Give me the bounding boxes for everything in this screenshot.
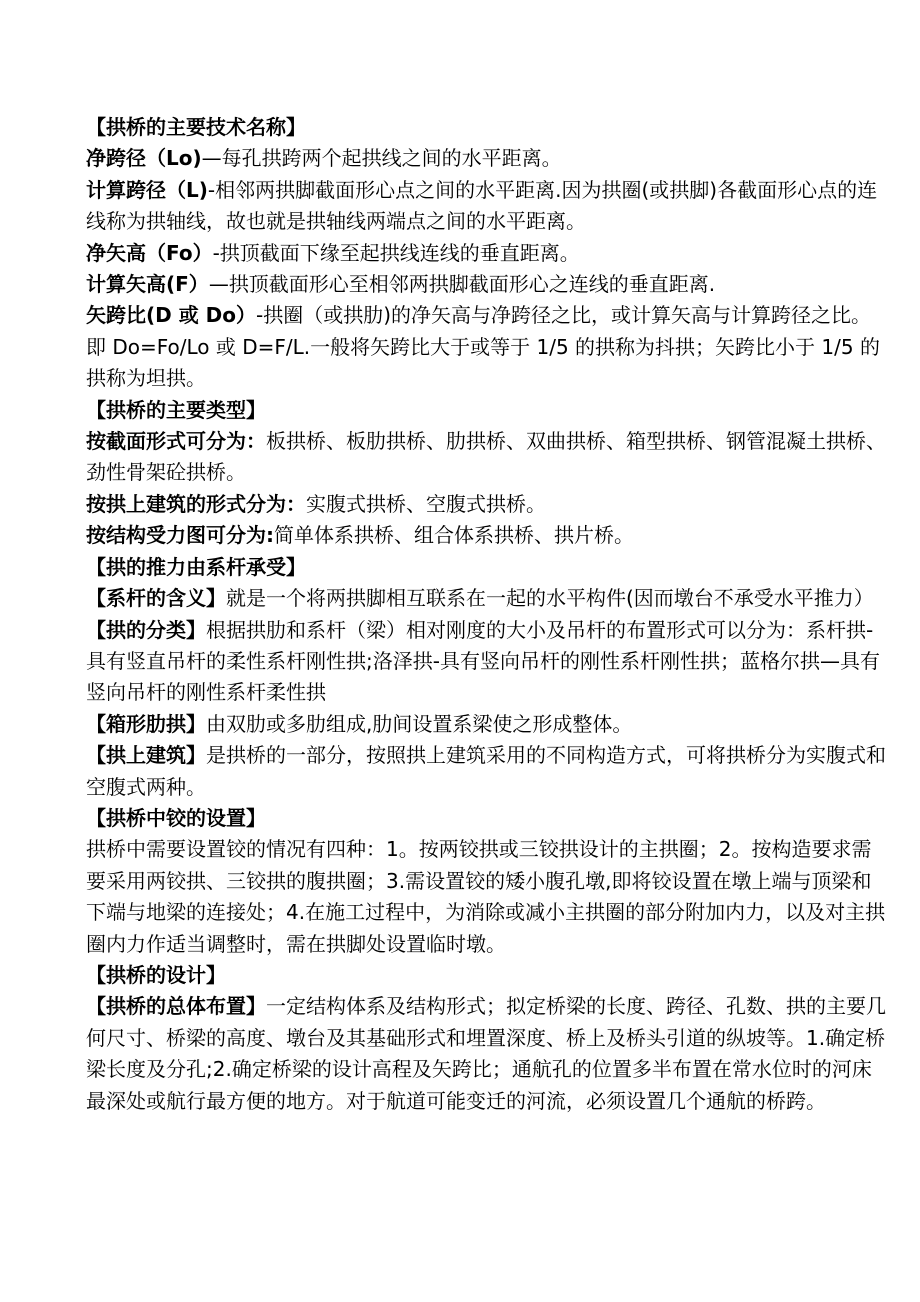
heading-text: 【拱桥的主要类型】: [86, 397, 266, 422]
term-label: 净跨径（Lo): [86, 146, 202, 171]
section-label: 【系杆的含义】: [86, 586, 226, 611]
type-by-structure: [86, 520, 886, 551]
term-calc-span: [86, 175, 886, 238]
heading-text: 【拱桥的设计】: [86, 962, 226, 987]
heading-text: 【拱桥中铰的设置】: [86, 805, 266, 830]
heading-text: 【拱的推力由系杆承受】: [86, 554, 306, 579]
para-general-layout: [86, 991, 886, 1117]
type-label: 按截面形式可分为：: [86, 429, 266, 454]
type-list: 简单体系拱桥、组合体系拱桥、拱片桥。: [274, 523, 634, 548]
type-label: 按结构受力图可分为:: [86, 523, 274, 548]
section-text: 根据拱肋和系杆（梁）相对刚度的大小及吊杆的布置形式可以分为：系杆拱-具有竖直吊杆的柔性系杆刚性拱;洛泽拱-具有竖向吊杆的刚性系杆刚性拱；蓝格尔拱—具有竖向吊杆的刚性系杆柔性拱: [86, 617, 880, 705]
para-spandrel-structure: [86, 740, 886, 803]
type-list: 实腹式拱桥、空腹式拱桥。: [306, 491, 546, 516]
term-label: 计算跨径（L): [86, 177, 208, 202]
term-calc-rise: [86, 269, 886, 300]
para-box-rib-arch: [86, 709, 886, 740]
term-net-span: [86, 143, 886, 174]
term-net-rise: [86, 238, 886, 269]
heading-main-types: [86, 395, 886, 426]
type-label: 按拱上建筑的形式分为：: [86, 491, 306, 516]
heading-arch-design: [86, 960, 886, 991]
term-label: 净矢高（Fo）: [86, 240, 213, 265]
heading-main-terms: [86, 112, 886, 143]
document-body: [86, 112, 886, 1117]
section-label: 【拱桥的总体布置】: [86, 994, 266, 1019]
term-definition: —每孔拱跨两个起拱线之间的水平距离。: [201, 146, 562, 171]
section-label: 【拱上建筑】: [86, 743, 206, 768]
para-arch-classification: [86, 615, 886, 709]
section-text: 一定结构体系及结构形式；拟定桥梁的长度、跨径、孔数、拱的主要几何尺寸、桥梁的高度、墩台及其基础形式和埋置深度、桥上及桥头引道的纵坡等。1.确定桥梁长度及分孔;2.确定桥梁的设计高程及矢跨比；通航孔的位置多半布置在常水位时的河床最深处或航行最方便的地方。对于航道可能变迁的河流，必须设置几个通航的桥跨。: [86, 994, 886, 1113]
para-tie-meaning: [86, 583, 886, 614]
type-by-spandrel: [86, 489, 886, 520]
section-text: 由双肋或多肋组成,肋间设置系梁使之形成整体。: [206, 711, 633, 736]
term-definition: -相邻两拱脚截面形心点之间的水平距离.因为拱圈(或拱脚)各截面形心点的连线称为拱轴线，故也就是拱轴线两端点之间的水平距离。: [86, 177, 878, 234]
section-text: 就是一个将两拱脚相互联系在一起的水平构件(因而墩台不承受水平推力）: [226, 586, 874, 611]
term-rise-span-ratio: [86, 300, 886, 394]
term-label: 计算矢高(F）: [86, 272, 209, 297]
heading-text: 【拱桥的主要技术名称】: [86, 115, 306, 139]
section-text: 是拱桥的一部分，按照拱上建筑采用的不同构造方式，可将拱桥分为实腹式和空腹式两种。: [86, 743, 886, 799]
section-label: 【拱的分类】: [86, 617, 206, 642]
type-by-section: [86, 426, 886, 489]
section-text: 拱桥中需要设置铰的情况有四种：1。按两铰拱或三铰拱设计的主拱圈；2。按构造要求需要采用两铰拱、三铰拱的腹拱圈；3.需设置铰的矮小腹孔墩,即将铰设置在墩上端与顶梁和下端与地梁的连接处；4.在施工过程中，为消除或减小主拱圈的部分附加内力，以及对主拱圈内力作适当调整时，需在拱脚处设置临时墩。: [86, 837, 886, 956]
type-list: 板拱桥、板肋拱桥、肋拱桥、双曲拱桥、箱型拱桥、钢管混凝土拱桥、劲性骨架砼拱桥。: [86, 429, 886, 485]
section-label: 【箱形肋拱】: [86, 711, 206, 736]
heading-tie-thrust: [86, 552, 886, 583]
term-definition: -拱圈（或拱肋)的净矢高与净跨径之比，或计算矢高与计算跨径之比。即 Do=Fo/Lo 或 D=F/L.一般将矢跨比大于或等于 1/5 的拱称为抖拱；矢跨比小于 1/5 的拱称为坦拱。: [86, 303, 880, 391]
para-hinge-cases: [86, 834, 886, 960]
term-definition: -拱顶截面下缘至起拱线连线的垂直距离。: [212, 240, 580, 265]
heading-hinge-setup: [86, 803, 886, 834]
term-definition: —拱顶截面形心至相邻两拱脚截面形心之连线的垂直距离.: [208, 272, 716, 297]
term-label: 矢跨比(D 或 Do）: [86, 303, 257, 328]
